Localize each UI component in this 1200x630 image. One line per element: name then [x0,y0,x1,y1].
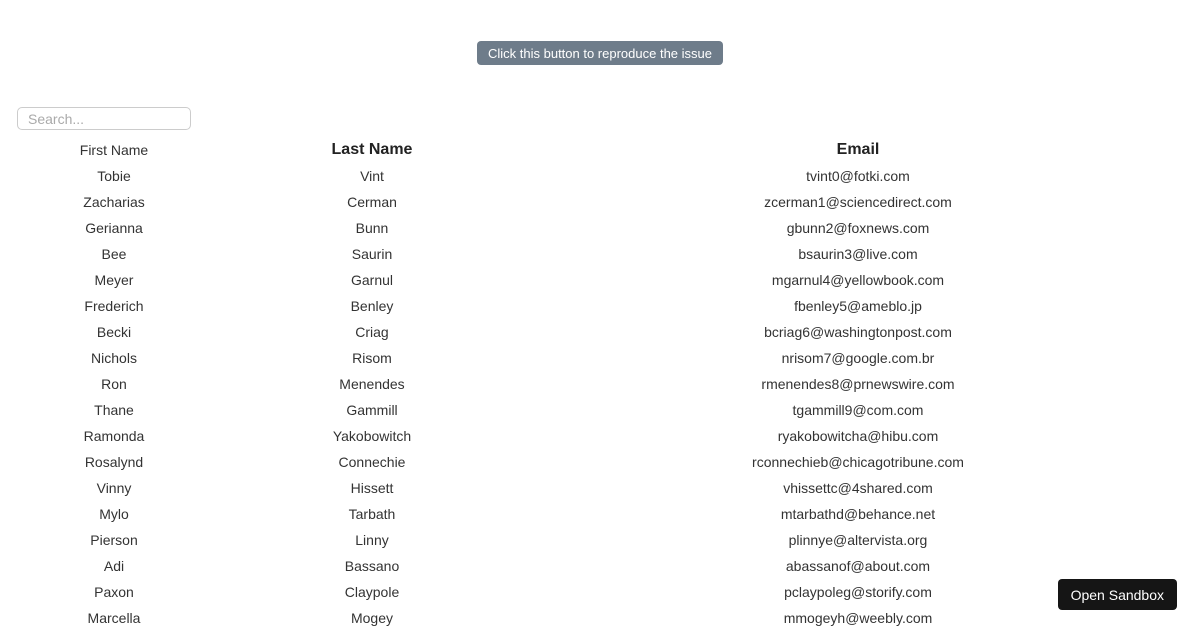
email-cell: rconnechieb@chicagotribune.com [752,454,964,470]
table-row [0,553,1200,579]
search-input[interactable] [17,107,191,130]
last-name-cell: Bassano [344,558,400,574]
table-row [0,605,1200,630]
open-sandbox-button[interactable]: Open Sandbox [1058,579,1177,610]
last-name-cell: Linny [355,532,389,548]
table-row [0,163,1200,189]
first-name-cell: Rosalynd [84,454,144,470]
last-name-cell: Benley [350,298,394,314]
email-cell: ryakobowitcha@hibu.com [777,428,939,444]
last-name-cell: Menendes [339,376,405,392]
last-name-cell: Saurin [351,246,393,262]
table-row [0,527,1200,553]
reproduce-issue-button[interactable]: Click this button to reproduce the issue [477,41,723,65]
email-cell: mtarbathd@behance.net [780,506,936,522]
first-name-cell: Vinny [96,480,132,496]
table-body [0,163,1200,630]
last-name-cell: Yakobowitch [332,428,412,444]
last-name-cell: Garnul [350,272,394,288]
last-name-cell: Mogey [350,610,394,626]
table-row [0,241,1200,267]
first-name-cell: Mylo [99,506,129,522]
last-name-cell: Criag [355,324,389,340]
table-row [0,189,1200,215]
table-row [0,371,1200,397]
table-row [0,397,1200,423]
email-cell: rmenendes8@prnewswire.com [761,376,955,392]
email-cell: mmogeyh@weebly.com [783,610,933,626]
last-name-cell: Cerman [347,194,397,210]
first-name-cell: Paxon [94,584,134,600]
table-row [0,501,1200,527]
last-name-cell: Bunn [355,220,389,236]
table-row [0,345,1200,371]
email-cell: tgammill9@com.com [792,402,924,418]
email-cell: zcerman1@sciencedirect.com [764,194,952,210]
last-name-cell: Tarbath [348,506,396,522]
email-cell: nrisom7@google.com.br [781,350,935,366]
table-row [0,449,1200,475]
table-row [0,267,1200,293]
first-name-cell: Meyer [94,272,134,288]
table-row [0,475,1200,501]
first-name-cell: Gerianna [85,220,143,236]
first-name-cell: Zacharias [83,194,145,210]
email-cell: pclaypoleg@storify.com [784,584,932,600]
first-name-cell: Tobie [97,168,131,184]
last-name-cell: Claypole [344,584,400,600]
table-header-row [0,137,1200,163]
table-row [0,319,1200,345]
email-cell: mgarnul4@yellowbook.com [771,272,945,288]
last-name-cell: Gammill [346,402,398,418]
table-row [0,215,1200,241]
first-name-cell: Nichols [91,350,137,366]
email-cell: vhissettc@4shared.com [783,480,933,496]
last-name-cell: Vint [360,168,384,184]
first-name-cell: Frederich [84,298,144,314]
email-cell: gbunn2@foxnews.com [786,220,930,236]
table-row [0,579,1200,605]
last-name-cell: Risom [352,350,392,366]
email-cell: plinnye@altervista.org [788,532,928,548]
last-name-cell: Connechie [338,454,406,470]
top-bar [0,0,1200,65]
first-name-cell: Adi [103,558,125,574]
column-header-first-name: First Name [79,142,149,158]
table-row [0,293,1200,319]
first-name-cell: Bee [101,246,127,262]
email-cell: tvint0@fotki.com [806,168,910,184]
table-row [0,423,1200,449]
first-name-cell: Ron [101,376,127,392]
first-name-cell: Marcella [87,610,141,626]
people-table [0,137,1200,630]
column-header-last-name: Last Name [331,141,413,158]
search-wrap [17,107,1200,130]
first-name-cell: Thane [94,402,134,418]
last-name-cell: Hissett [350,480,394,496]
email-cell: bsaurin3@live.com [798,246,918,262]
email-cell: fbenley5@ameblo.jp [794,298,922,314]
first-name-cell: Becki [96,324,132,340]
column-header-email: Email [836,141,880,158]
first-name-cell: Ramonda [83,428,145,444]
first-name-cell: Pierson [90,532,138,548]
email-cell: abassanof@about.com [785,558,931,574]
email-cell: bcriag6@washingtonpost.com [764,324,952,340]
